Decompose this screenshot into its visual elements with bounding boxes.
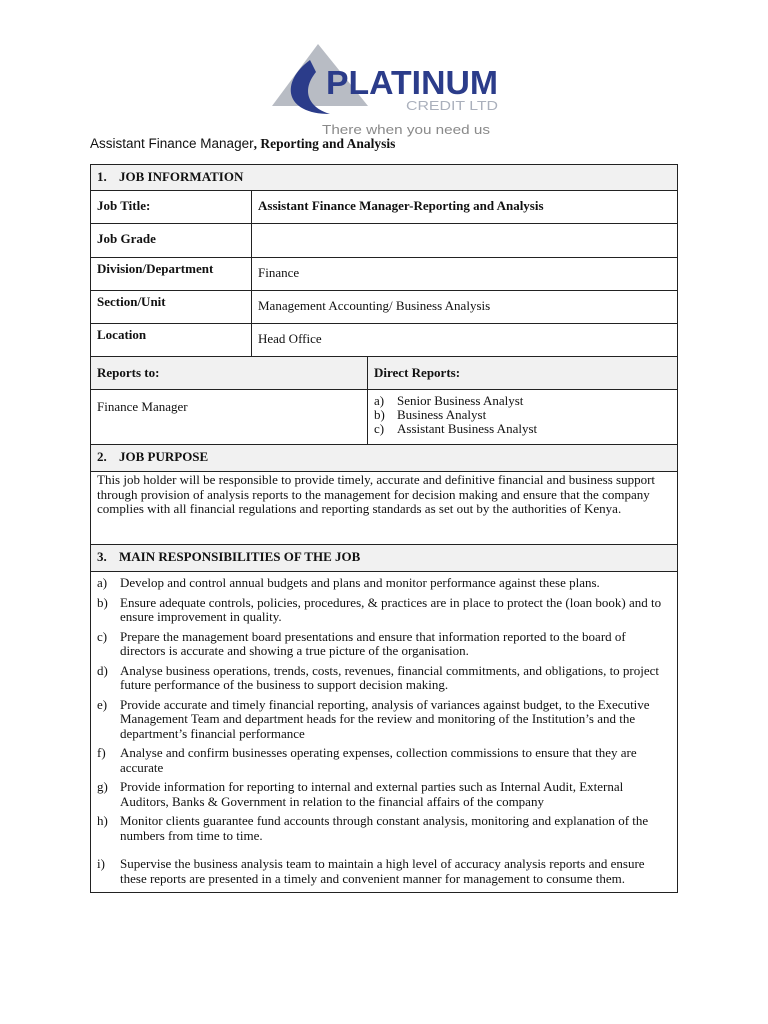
section-3-header [91,545,677,572]
responsibility-item: b) Ensure adequate controls, policies, procedures, & practices are in place to protect the (loan book) and to ensure improvement in quality. [97,594,662,624]
purpose-row [91,472,677,545]
document-title [90,136,395,152]
responsibility-item: e) Provide accurate and timely financial reporting, analysis of variances against budget, to the Executive Management Team and department heads for the review and monitoring of the Institution’s and the department’s financial performance [97,696,650,741]
responsibility-item: g) Provide information for reporting to internal and external parties such as Internal Audit, External Auditors, Banks & Government in relation to the financial affairs of the company [97,779,624,809]
job-title-row [91,191,677,224]
section-unit-value: Management Accounting/ Business Analysis [258,298,491,313]
section-1-header [91,165,677,191]
section-1-number: 1. [97,169,107,184]
direct-reports-label: Direct Reports: [374,365,461,380]
job-description-table [90,164,678,893]
division-label: Division/Department [91,258,252,290]
location-value: Head Office [258,331,322,346]
responsibility-item: h) Monitor clients guarantee fund accounts through constant analysis, monitoring and explanation of the numbers from time to time. [97,813,649,843]
reports-to-value: Finance Manager [91,390,368,444]
job-purpose-text: This job holder will be responsible to provide timely, accurate and definitive financial and business support through provision of analysis reports to the management for decision making and ensure that the company complies with all financial regulations and reporting standards as set out by the authorities of Kenya. [97,472,656,516]
division-row [91,258,677,291]
job-grade-row [91,224,677,258]
section-2-header [91,445,677,472]
company-logo [270,42,510,138]
reports-values-row [91,390,677,445]
section-unit-label: Section/Unit [91,291,252,323]
section-2-title: JOB PURPOSE [119,449,209,464]
responsibility-item: d) Analyse business operations, trends, costs, revenues, financial commitments, and obligations, to project future performance of the business to support decision making. [97,662,660,692]
reports-header-row [91,357,677,390]
responsibility-item: f) Analyse and confirm businesses operating expenses, collection commissions to ensure that they are accurate [97,745,637,775]
responsibility-item: a) Develop and control annual budgets and plans and monitor performance against these plans. [97,575,600,590]
section-2-number: 2. [97,449,107,464]
title-part-1: Assistant Finance Manager [90,136,254,151]
section-3-number: 3. [97,549,107,564]
title-part-2: , Reporting and Analysis [253,136,396,151]
section-3-title: MAIN RESPONSIBILITIES OF THE JOB [119,549,361,564]
responsibility-item: i) Supervise the business analysis team to maintain a high level of accuracy analysis reports and ensure these reports are presented in a timely and convenient manner for management to consume them. [97,856,645,886]
section-1-title: JOB INFORMATION [119,169,244,184]
division-value: Finance [258,265,300,280]
reports-to-label: Reports to: [91,357,368,389]
responsibilities-row [91,572,677,892]
direct-reports-list [374,394,671,436]
job-grade-label: Job Grade [91,224,252,257]
direct-report-item: c) Assistant Business Analyst [374,421,538,436]
responsibilities-list [91,572,677,892]
section-unit-row [91,291,677,324]
logo-subtext: CREDIT LTD [406,98,498,113]
responsibility-item: c) Prepare the management board presentations and ensure that information reported to the board of directors is accurate and showing a true picture of the organisation. [97,628,626,658]
direct-report-item: a) Senior Business Analyst [374,393,524,408]
logo-wordmark: PLATINUM [326,64,498,101]
job-title-label: Job Title: [91,191,252,223]
location-row [91,324,677,357]
logo-tagline: There when you need us [322,122,491,137]
job-grade-value [252,224,677,257]
direct-report-item: b) Business Analyst [374,407,487,422]
location-label: Location [91,324,252,356]
job-title-value: Assistant Finance Manager-Reporting and Analysis [258,198,544,213]
